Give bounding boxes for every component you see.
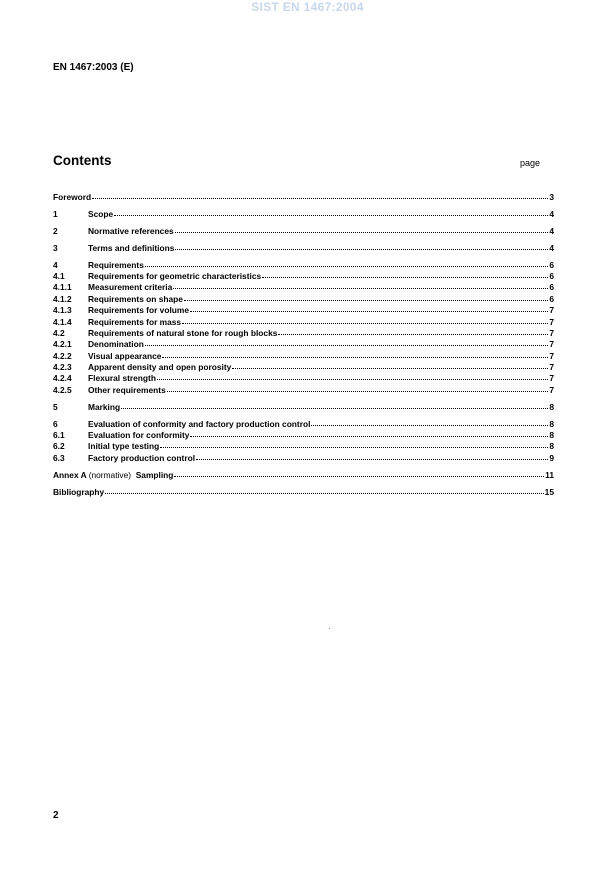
toc-entry-title: Normative references — [88, 225, 174, 236]
toc-entry-bibliography[interactable] — [53, 487, 554, 498]
toc-entry-number: 6 — [53, 418, 58, 429]
toc-entry-number: 4.2.1 — [53, 339, 72, 350]
dot-leader — [182, 316, 548, 324]
toc-entry-page: 7 — [549, 362, 554, 373]
toc-entry-title: Terms and definitions — [88, 242, 175, 253]
toc-entry-foreword[interactable] — [53, 192, 554, 203]
dot-leader — [173, 281, 548, 289]
toc-entry-number: 4.1.4 — [53, 316, 72, 327]
toc-entry-title: Foreword — [53, 192, 92, 202]
toc-entry-number: 6.2 — [53, 441, 65, 452]
toc-entry-page: 6 — [549, 282, 554, 293]
annex-title: Sampling — [131, 469, 174, 480]
toc-entry-title: Requirements for volume — [88, 305, 189, 316]
toc-entry-title: Requirements for mass — [88, 316, 182, 327]
annex-label: Annex A — [53, 469, 89, 480]
toc-entry-number: 4.2.2 — [53, 350, 72, 361]
toc-entry-page: 7 — [549, 384, 554, 395]
toc-entry-number: 4.2.5 — [53, 384, 72, 395]
toc-entry-number: 4.1 — [53, 270, 65, 281]
dot-leader — [190, 429, 548, 437]
toc-entry-page: 6 — [549, 293, 554, 304]
toc-entry-page: 9 — [549, 452, 554, 463]
toc-entry-page: 8 — [549, 441, 554, 452]
toc-entry-page: 7 — [549, 327, 554, 338]
toc-entry-other-requirements[interactable] — [53, 385, 554, 396]
toc-entry-marking[interactable] — [53, 402, 554, 413]
toc-entry-annex-a[interactable] — [53, 470, 554, 481]
toc-entry-page: 8 — [549, 401, 554, 412]
toc-entry-title: Other requirements — [88, 384, 166, 395]
toc-entry-title: Factory production control — [88, 452, 196, 463]
dot-leader — [190, 304, 548, 312]
toc-entry-number: 6.1 — [53, 430, 65, 441]
toc-entry-number: 4 — [53, 259, 58, 270]
toc-entry-title: Requirements — [88, 259, 144, 270]
table-of-contents — [53, 192, 554, 498]
toc-entry-number: 4.2.3 — [53, 362, 72, 373]
toc-entry-number: 6.3 — [53, 452, 65, 463]
toc-entry-title: Requirements for geometric characteristics — [88, 270, 262, 281]
toc-entry-title: Denomination — [88, 339, 144, 350]
toc-entry-title: Initial type testing — [88, 441, 160, 452]
toc-entry-title: Evaluation for conformity — [88, 430, 190, 441]
toc-entry-page: 8 — [549, 418, 554, 429]
toc-entry-number: 4.1.3 — [53, 305, 72, 316]
toc-entry-title: Visual appearance — [88, 350, 162, 361]
toc-entry-number: 4.2.4 — [53, 373, 72, 384]
toc-entry-normative-references[interactable] — [53, 226, 554, 237]
dot-leader — [175, 225, 549, 233]
dot-leader — [262, 270, 548, 278]
toc-entry-page: 7 — [549, 350, 554, 361]
toc-entry-page: 8 — [549, 430, 554, 441]
toc-entry-title: Scope — [88, 208, 114, 219]
toc-entry-number: 4.1.2 — [53, 293, 72, 304]
toc-entry-scope[interactable] — [53, 209, 554, 220]
toc-entry-factory-production-control[interactable] — [53, 453, 554, 464]
toc-entry-title: Requirements of natural stone for rough blocks — [88, 327, 278, 338]
annex-status: (normative) — [88, 469, 132, 480]
toc-entry-title: Apparent density and open porosity — [88, 362, 232, 373]
dot-leader — [167, 384, 549, 392]
toc-entry-number: 4.1.1 — [53, 282, 72, 293]
toc-entry-page: 4 — [549, 208, 554, 219]
toc-entry-title: Bibliography — [53, 486, 105, 497]
toc-entry-title: Measurement criteria — [88, 282, 173, 293]
dot-leader — [175, 242, 548, 250]
stray-dot — [329, 628, 330, 629]
footer-page-number: 2 — [53, 810, 59, 821]
toc-entry-number: 5 — [53, 401, 58, 412]
dot-leader — [232, 361, 548, 369]
toc-entry-page: 7 — [549, 373, 554, 384]
dot-leader — [121, 401, 548, 409]
toc-entry-title: Requirements on shape — [88, 293, 183, 304]
toc-entry-page: 7 — [549, 316, 554, 327]
toc-entry-page: 7 — [549, 339, 554, 350]
toc-entry-number: 4.2 — [53, 327, 65, 338]
dot-leader — [114, 208, 548, 216]
toc-entry-page: 6 — [549, 259, 554, 270]
toc-entry-page: 7 — [549, 305, 554, 316]
toc-entry-page: 11 — [545, 469, 554, 480]
toc-entry-number: 2 — [53, 225, 58, 236]
toc-entry-title — [53, 470, 173, 481]
dot-leader — [311, 418, 548, 426]
toc-entry-terms-and-definitions[interactable] — [53, 243, 554, 254]
dot-leader — [174, 469, 544, 477]
toc-entry-page: 6 — [549, 270, 554, 281]
dot-leader — [105, 486, 543, 494]
dot-leader — [92, 191, 548, 199]
dot-leader — [162, 350, 548, 358]
page-column-label: page — [520, 158, 541, 168]
dot-leader — [145, 338, 548, 346]
dot-leader — [145, 259, 548, 267]
dot-leader — [157, 372, 548, 380]
toc-entry-page: 4 — [549, 225, 554, 236]
toc-entry-title: Marking — [88, 401, 121, 412]
document-id: EN 1467:2003 (E) — [53, 62, 134, 73]
dot-leader — [184, 293, 548, 301]
watermark: SIST EN 1467:2004 — [251, 0, 364, 14]
contents-title: Contents — [53, 153, 112, 168]
toc-entry-title: Evaluation of conformity and factory production control — [88, 418, 311, 429]
toc-entry-title: Flexural strength — [88, 373, 156, 384]
toc-entry-page: 15 — [544, 486, 554, 497]
toc-entry-number: 1 — [53, 208, 58, 219]
toc-entry-number: 3 — [53, 242, 58, 253]
dot-leader — [196, 452, 548, 460]
dot-leader — [160, 440, 548, 448]
dot-leader — [278, 327, 548, 335]
toc-entry-page: 4 — [549, 242, 554, 253]
toc-entry-page: 3 — [549, 192, 554, 202]
